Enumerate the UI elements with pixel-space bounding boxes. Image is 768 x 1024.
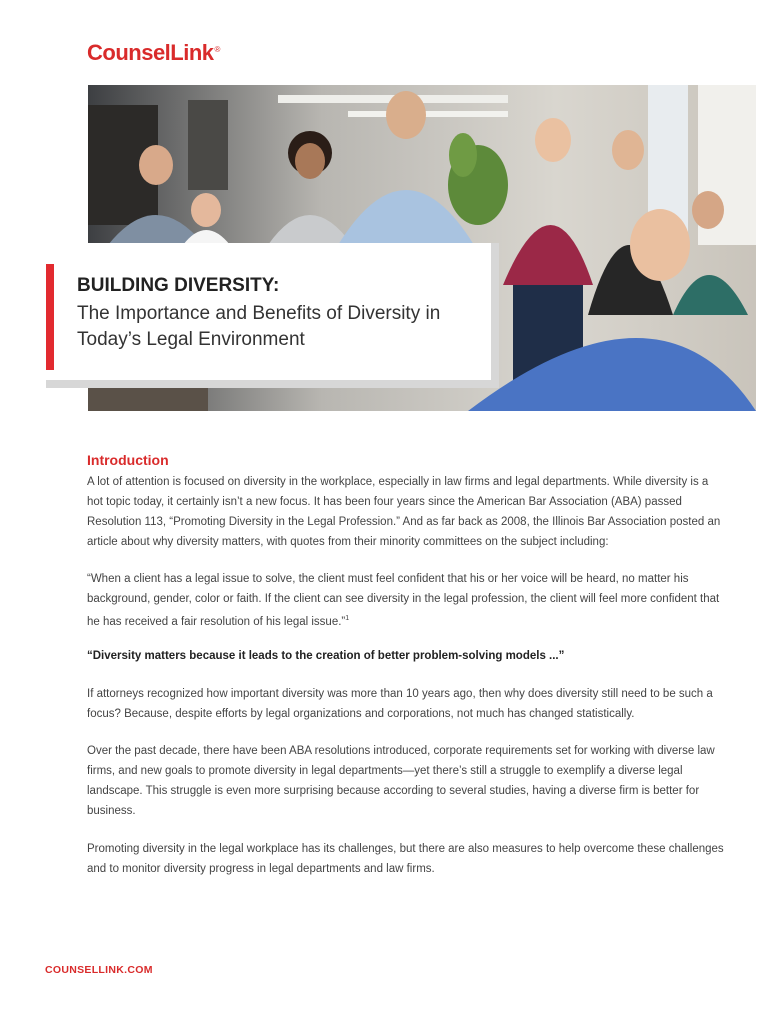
- registered-mark: ®: [214, 44, 220, 54]
- pull-quote: “Diversity matters because it leads to the creation of better problem-solving models ...”: [87, 650, 565, 662]
- title-accent-bar: [46, 264, 54, 370]
- title-card: [46, 243, 499, 388]
- section-heading-introduction: Introduction: [87, 452, 169, 468]
- footer-url-link[interactable]: COUNSELLINK.COM: [45, 964, 153, 976]
- document-title: BUILDING DIVERSITY:: [77, 275, 280, 296]
- document-subtitle: The Importance and Benefits of Diversity in Today’s Legal Environment: [77, 303, 441, 350]
- quote-paragraph: [87, 569, 727, 632]
- footnote-marker: 1: [345, 615, 350, 622]
- paragraph-challenges: Promoting diversity in the legal workplace has its challenges, but there are also measures to help overcome these challenges and to monitor diversity progress in legal departments and law firms.: [87, 843, 724, 875]
- paragraph-focus: If attorneys recognized how important diversity was more than 10 years ago, then why does diversity still need to be such a focus? Because, despite efforts by legal organizations and corporations, not much has changed statistically.: [87, 688, 713, 720]
- brand-logo: [87, 40, 220, 66]
- paragraph-decade: Over the past decade, there have been ABA resolutions introduced, corporate requirements set for working with diverse law firms, and new goals to promote diversity in legal departments—yet there’s still a struggle to exemplify a diverse legal landscape. This struggle is even more surprising because according to several studies, having a diverse firm is better for business.: [87, 745, 715, 817]
- logo-text: CounselLink: [87, 40, 214, 65]
- paragraph-intro: A lot of attention is focused on diversity in the workplace, especially in law firms and legal departments. While diversity is a hot topic today, it certainly isn’t a new focus. It has been four years since the American Bar Association (ABA) passed Resolution 113, “Promoting Diversity in the Legal Profession.” And as far back as 2008, the Illinois Bar Association posted an article about why diversity matters, with quotes from their minority committees on the subject including:: [87, 476, 721, 548]
- quote-text: “When a client has a legal issue to solve, the client must feel confident that his or her voice will be heard, no matter his background, gender, color or faith. If the client can see diversity in the legal profession, the client will feel more confident that he has received a fair resolution of his legal issue.”: [87, 573, 720, 628]
